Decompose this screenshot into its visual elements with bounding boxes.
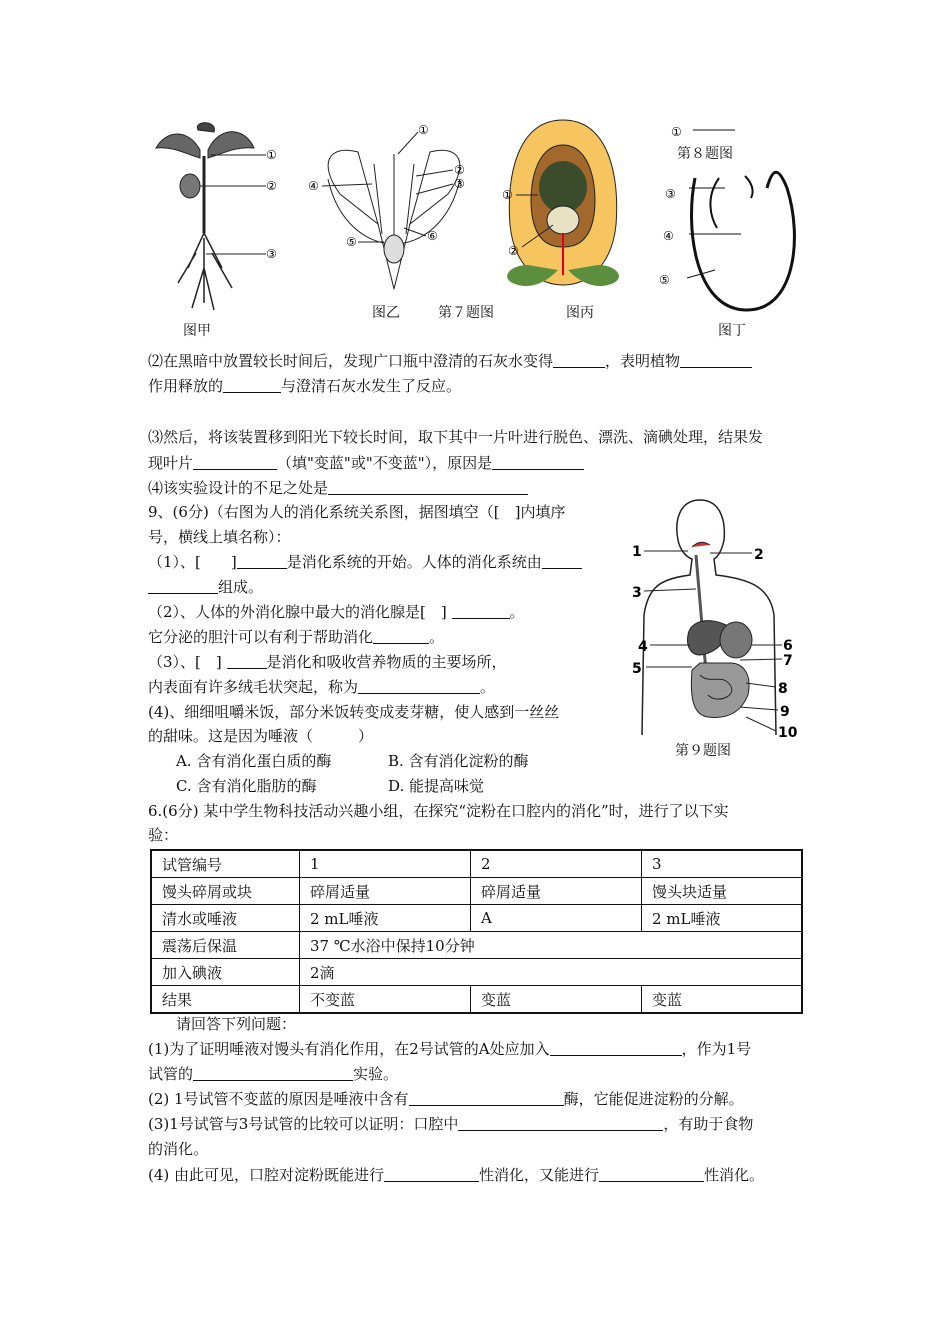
q6-a3-line1: (3)1号试管与3号试管的比较可以证明：口腔中 ，有助于食物 xyxy=(148,1115,754,1133)
jia-label-3: ③ xyxy=(266,247,277,261)
q6-ask: 请回答下列问题： xyxy=(176,1015,297,1033)
q9-sub4-line2: 的甜味。这是因为唾液（ ） xyxy=(148,727,374,745)
table-cell: 不变蓝 xyxy=(300,986,471,1014)
table-cell: 变蓝 xyxy=(471,986,642,1014)
fig-yi-caption: 图乙 xyxy=(372,305,400,321)
digest-label-3: 3 xyxy=(632,585,642,601)
q6-a1-line2: 试管的 实验。 xyxy=(148,1065,399,1083)
q6-intro-1: 6.(6分) 某中学生物科技活动兴趣小组，在探究“淀粉在口腔内的消化”时，进行了以下实 xyxy=(148,802,729,820)
q6-a3-line2: 的消化。 xyxy=(148,1140,209,1158)
yi-label-6: ⑥ xyxy=(427,229,438,243)
yi-label-4: ④ xyxy=(308,179,319,193)
answer-blank[interactable] xyxy=(328,479,528,495)
digest-label-5: 5 xyxy=(632,661,642,677)
q9-option-d: D. 能提高味觉 xyxy=(388,777,485,795)
q9-sub4-line1: (4)、细细咀嚼米饭，部分米饭转变成麦芽糖，使人感到一丝丝 xyxy=(148,703,560,721)
digest-label-8: 8 xyxy=(778,681,788,697)
yi-label-3: ③ xyxy=(454,177,465,191)
ding-label-4: ④ xyxy=(663,229,674,243)
table-cell: 馒头碎屑或块 xyxy=(151,878,300,905)
table-cell: 结果 xyxy=(151,986,300,1014)
q9-sub1-line1: （1）、[ ] 是消化系统的开始。人体的消化系统由 xyxy=(148,551,582,573)
answer-blank[interactable] xyxy=(193,454,277,470)
q9-sub2-line2: 它分泌的胆汁可以有利于帮助消化 。 xyxy=(148,628,445,646)
table-cell: 加入碘液 xyxy=(151,959,300,986)
q6-intro-2: 验： xyxy=(148,826,179,844)
fig9-caption: 第９题图 xyxy=(675,743,731,759)
answer-blank[interactable] xyxy=(458,1115,663,1131)
digest-label-4: 4 xyxy=(638,639,648,655)
table-cell: 试管编号 xyxy=(151,850,300,878)
digest-label-6: 6 xyxy=(783,638,793,654)
q8-part3-line1: ⑶然后，将该装置移到阳光下较长时间，取下其中一片叶进行脱色、漂洗、滴碘处理，结果发 xyxy=(148,428,764,446)
jia-label-2: ② xyxy=(266,179,277,193)
q8-part2-line2: 作用释放的 与澄清石灰水发生了反应。 xyxy=(148,377,462,395)
digest-label-7: 7 xyxy=(783,653,793,669)
q9-sub3-line2: 内表面有许多绒毛状突起，称为 。 xyxy=(148,678,496,696)
seedling-figure xyxy=(148,118,288,323)
experiment-table xyxy=(150,849,803,1014)
ding-label-3: ③ xyxy=(665,187,676,201)
q9-sub2-line1: （2）、人体的外消化腺中最大的消化腺是[ ] 。 xyxy=(148,603,525,621)
answer-blank[interactable] xyxy=(409,1090,564,1106)
digest-label-10: 10 xyxy=(778,725,798,741)
table-row xyxy=(151,905,802,932)
table-row xyxy=(151,878,802,905)
digest-label-2: 2 xyxy=(754,547,764,563)
table-cell: 2 mL唾液 xyxy=(642,905,803,932)
answer-blank[interactable] xyxy=(553,352,605,368)
table-cell: 清水或唾液 xyxy=(151,905,300,932)
fig8-caption: 第８题图 xyxy=(677,143,733,163)
table-cell: 变蓝 xyxy=(642,986,803,1014)
q9-intro-1: 9、(6分)（右图为人的消化系统关系图，据图填空（[ ]内填序 xyxy=(148,503,566,521)
peach-figure xyxy=(498,115,628,300)
yi-label-5: ⑤ xyxy=(346,235,357,249)
table-row xyxy=(151,932,802,959)
answer-blank[interactable] xyxy=(599,1166,704,1182)
digest-label-1: 1 xyxy=(632,544,642,560)
q9-option-b: B. 含有消化淀粉的酶 xyxy=(388,752,529,770)
table-cell: 震荡后保温 xyxy=(151,932,300,959)
fig-bing-caption: 图丙 xyxy=(566,305,594,321)
table-cell: 2 xyxy=(471,850,642,878)
answer-blank[interactable] xyxy=(223,377,281,393)
table-row xyxy=(151,959,802,986)
fig-jia-caption: 图甲 xyxy=(183,323,211,339)
yi-label-2: ② xyxy=(454,163,465,177)
table-cell: 1 xyxy=(300,850,471,878)
q9-sub1-line2: 组成。 xyxy=(148,576,263,598)
digestive-system-figure xyxy=(630,495,805,740)
answer-blank[interactable] xyxy=(373,628,429,644)
answer-blank[interactable] xyxy=(384,1166,479,1182)
jia-label-1: ① xyxy=(266,148,277,162)
q6-a1-line1: (1)为了证明唾液对馒头有消化作用，在2号试管的A处应加入 ，作为1号 xyxy=(148,1040,752,1058)
answer-blank[interactable] xyxy=(680,352,752,368)
fig-ding-caption: 图丁 xyxy=(718,323,746,339)
table-cell: 馒头块适量 xyxy=(642,878,803,905)
fig7-caption: 第７题图 xyxy=(438,305,494,321)
ding-label-5: ⑤ xyxy=(659,273,670,287)
flower-figure xyxy=(308,124,480,296)
table-row xyxy=(151,850,802,878)
answer-blank[interactable] xyxy=(452,603,510,619)
table-cell: 碎屑适量 xyxy=(471,878,642,905)
table-cell: 碎屑适量 xyxy=(300,878,471,905)
table-cell: 2滴 xyxy=(300,959,803,986)
table-cell: 3 xyxy=(642,850,803,878)
answer-blank[interactable] xyxy=(492,454,584,470)
q9-intro-2: 号，横线上填名称）： xyxy=(148,528,291,546)
answer-blank[interactable] xyxy=(237,553,287,569)
q8-part3-line2: 现叶片 （填"变蓝"或"不变蓝"），原因是 xyxy=(148,452,584,474)
q6-a2: (2) 1号试管不变蓝的原因是唾液中含有 酶，它能促进淀粉的分解。 xyxy=(148,1090,744,1108)
table-cell: A xyxy=(471,905,642,932)
answer-blank[interactable] xyxy=(550,1040,682,1056)
table-cell: 2 mL唾液 xyxy=(300,905,471,932)
q9-option-a: A. 含有消化蛋白质的酶 xyxy=(176,752,332,770)
bing-label-2: ② xyxy=(508,244,519,258)
q8-part4: ⑷该实验设计的不足之处是 xyxy=(148,477,528,499)
ding-label-1: ① xyxy=(671,125,682,139)
answer-blank[interactable] xyxy=(542,553,582,569)
q8-part2-line1: ⑵在黑暗中放置较长时间后，发现广口瓶中澄清的石灰水变得 ，表明植物 xyxy=(148,350,752,372)
table-cell: 37 ℃水浴中保持10分钟 xyxy=(300,932,803,959)
table-row xyxy=(151,986,802,1014)
q6-a4: (4) 由此可见，口腔对淀粉既能进行 性消化，又能进行 性消化。 xyxy=(148,1166,765,1184)
q9-sub3-line1: （3）、[ ] 是消化和吸收营养物质的主要场所， xyxy=(148,653,507,671)
bing-label-1: ① xyxy=(502,188,513,202)
digest-label-9: 9 xyxy=(780,704,790,720)
answer-blank[interactable] xyxy=(193,1065,353,1081)
answer-blank[interactable] xyxy=(148,578,218,594)
answer-blank[interactable] xyxy=(227,653,267,669)
yi-label-1: ① xyxy=(418,123,429,137)
q9-option-c: C. 含有消化脂肪的酶 xyxy=(176,777,317,795)
answer-blank[interactable] xyxy=(358,678,480,694)
